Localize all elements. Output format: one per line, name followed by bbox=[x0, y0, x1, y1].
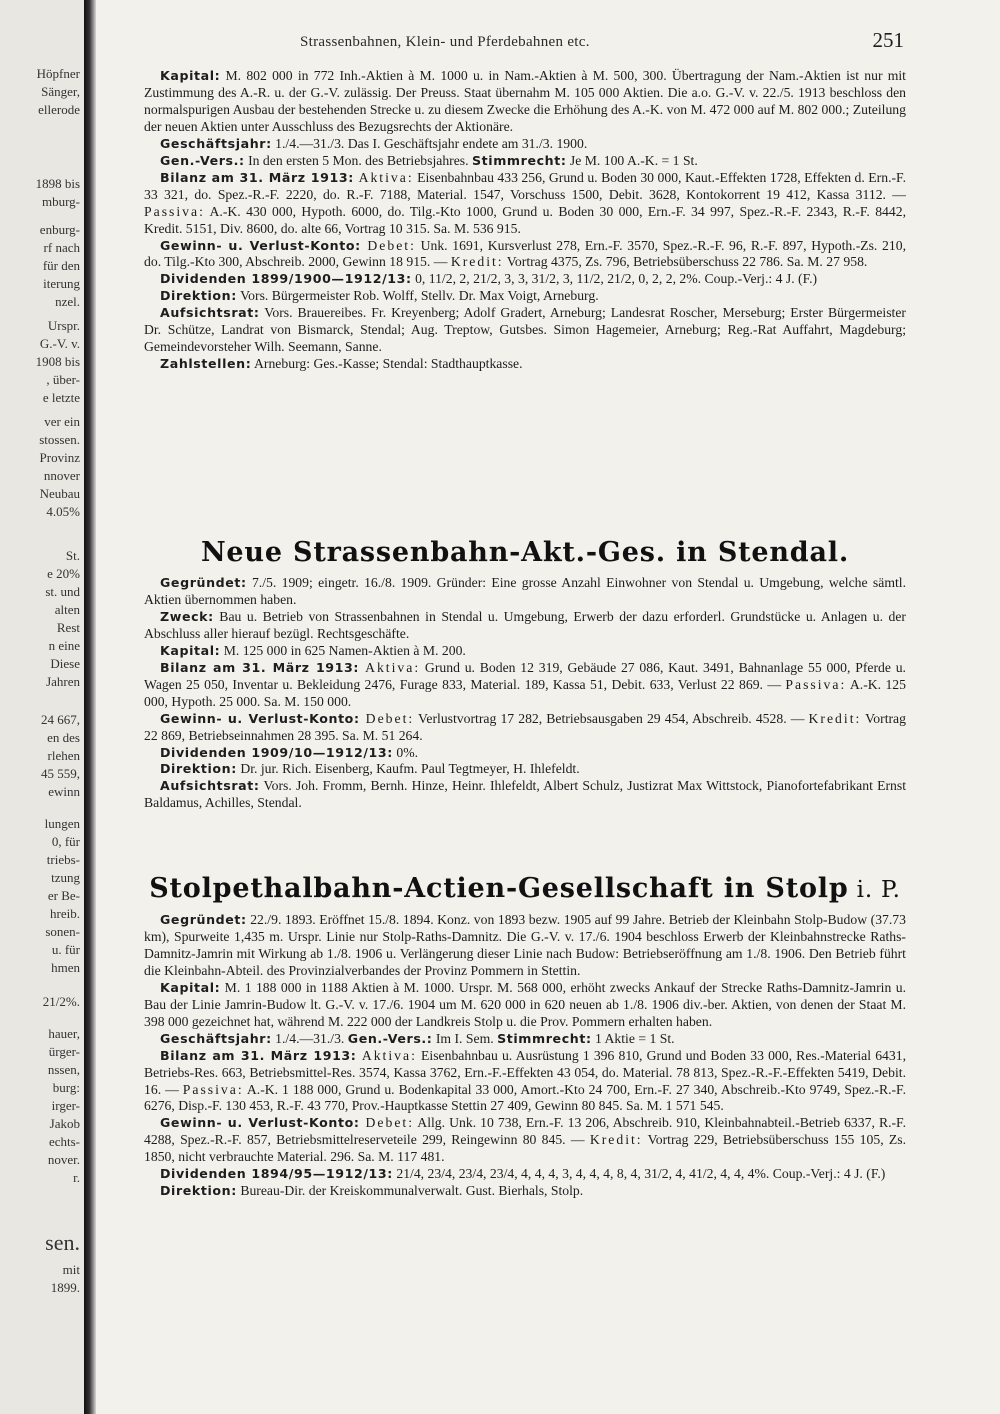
field-text: Dr. jur. Rich. Eisenberg, Kaufm. Paul Tegtmeyer, H. Ihlefeldt. bbox=[236, 761, 580, 777]
account-side-label: Kredit: bbox=[808, 710, 862, 726]
margin-text-fragment: nssen, bbox=[47, 1062, 80, 1077]
book-gutter bbox=[84, 0, 96, 1414]
field-text: A.-K. 125 000, Hypoth. 25 000. Sa. M. 150 000. bbox=[144, 676, 906, 709]
account-side-label: Passiva: bbox=[785, 676, 847, 692]
field-label: Geschäftsjahr: bbox=[160, 135, 272, 151]
margin-text-fragment: Diese bbox=[50, 656, 80, 671]
account-side-label: Passiva: bbox=[182, 1081, 244, 1097]
entry-paragraph bbox=[144, 271, 906, 288]
field-text: Grund u. Boden 12 319, Gebäude 27 086, Kaut. 3491, Bahnanlage 55 000, Pferde u. Wagen 25 050, Inventar u. Bekleidung 2476, Furage 833, Material. 189, Kassa 51, Debit. 633, Verlust 22 869. — bbox=[144, 659, 906, 692]
margin-text-fragment: burg: bbox=[52, 1080, 80, 1095]
margin-text-fragment: mburg- bbox=[41, 194, 80, 209]
entry-paragraph bbox=[144, 1115, 906, 1166]
account-side-label: Debet: bbox=[359, 710, 415, 726]
margin-text-fragment: irger- bbox=[51, 1098, 80, 1113]
entry-paragraph bbox=[144, 68, 906, 136]
entry-paragraph bbox=[144, 980, 906, 1031]
margin-text-fragment: 1899. bbox=[50, 1280, 80, 1295]
field-label: Bilanz am 31. März 1913: bbox=[160, 1047, 357, 1063]
margin-text-fragment: st. und bbox=[45, 584, 80, 599]
field-text: Vortrag 4375, Zs. 796, Betriebsüberschuss 22 786. Sa. M. 27 958. bbox=[503, 254, 868, 270]
margin-text-fragment: triebs- bbox=[46, 852, 80, 867]
entry-paragraph bbox=[144, 609, 906, 643]
field-label: Bilanz am 31. März 1913: bbox=[160, 169, 354, 185]
margin-text-fragment: ellerode bbox=[38, 102, 80, 117]
entry-paragraph bbox=[144, 1031, 906, 1048]
field-text: Vors. Bürgermeister Rob. Wolff, Stellv. Dr. Max Voigt, Arneburg. bbox=[236, 288, 599, 304]
field-text: Bau u. Betrieb von Strassenbahnen in Stendal u. Umgebung, Erwerb der dazu erforderl. Grundstücke u. Anlagen u. der Abschluss aller hierauf bezügl. Rechtsgeschäfte. bbox=[144, 608, 906, 641]
field-text: 0%. bbox=[392, 744, 419, 760]
field-text: Bureau-Dir. der Kreiskommunalverwalt. Gust. Bierhals, Stolp. bbox=[236, 1183, 584, 1199]
account-side-label: Aktiva: bbox=[353, 169, 414, 185]
field-text: Eisenbahnbau 433 256, Grund u. Boden 30 000, Kaut.-Effekten 1728, Effekten d. Ern.-F. 33 321, do. Spez.-R.-F. 2220, do. R.-F. 7188, Material. 1547, Vorschuss 1500, Debit. 3628, Kontokorrent 19 412, Kassa 3112. — bbox=[144, 169, 906, 202]
field-label: Dividenden 1899/1900—1912/13: bbox=[160, 271, 412, 287]
field-text: In den ersten 5 Mon. des Betriebsjahres. bbox=[244, 152, 472, 168]
entry-paragraph bbox=[144, 1166, 906, 1183]
account-side-label: Debet: bbox=[360, 237, 416, 253]
field-text: 22./9. 1893. Eröffnet 15./8. 1894. Konz. von 1893 bezw. 1905 auf 99 Jahre. Betrieb der Kleinbahn Stolp-Budow (37.73 km), Spurweite 1,435 m. Urspr. Linie nur Stolp-Raths-Damnitz. Die G.-V. v. 17./6. 1904 beschloss Erwerb der Kleinbahnstrecke Raths-Damnitz-Jamrin mit Wirkung ab 1./8. 1906 u. Verlängerung dieser Linie nach Budow: Betriebseröffnung am 1./8. 1906. Den Betrieb führt die Kleinbahn-Abteil. des Provinzialverbandes der Provinz Pommern in Stettin. bbox=[144, 912, 906, 978]
margin-text-fragment: 0, für bbox=[51, 834, 80, 849]
margin-text-fragment: Neubau bbox=[39, 486, 80, 501]
margin-text-fragment: lungen bbox=[44, 816, 80, 831]
margin-text-fragment: für den bbox=[42, 258, 80, 273]
margin-text-fragment: 45 559, bbox=[41, 766, 80, 781]
field-label: Direktion: bbox=[160, 761, 237, 777]
field-text: Verlustvortrag 17 282, Betriebsausgaben 29 454, Abschreib. 4528. — bbox=[414, 710, 809, 726]
entry-paragraph bbox=[144, 170, 906, 238]
margin-text-fragment: enburg- bbox=[39, 222, 80, 237]
margin-text-fragment: rlehen bbox=[47, 748, 80, 763]
margin-text-fragment: u. für bbox=[51, 942, 80, 957]
company-title-stolp-main: Stolpethalbahn-Actien-Gesellschaft in Stolp bbox=[149, 873, 849, 904]
field-text: Allg. Unk. 10 738, Ern.-F. 13 206, Abschreib. 910, Kleinbahnabteil.-Betrieb 6337, R.-F. 4288, Spez.-R.-F. 857, Betriebsmittelreserveteile 299, Reingewinn 80 845. — bbox=[144, 1115, 906, 1148]
margin-text-fragment: St. bbox=[65, 548, 80, 563]
section-arneburg-entry bbox=[144, 68, 906, 373]
margin-text-fragment: nzel. bbox=[55, 294, 80, 309]
margin-text-fragment: Sänger, bbox=[41, 84, 80, 99]
margin-text-fragment: iterung bbox=[43, 276, 80, 291]
entry-paragraph bbox=[144, 1048, 906, 1116]
entry-paragraph bbox=[144, 238, 906, 272]
entry-paragraph bbox=[144, 288, 906, 305]
field-text: 0, 11/2, 2, 21/2, 3, 3, 31/2, 3, 11/2, 21/2, 0, 2, 2, 2%. Coup.-Verj.: 4 J. (F.) bbox=[411, 271, 818, 287]
field-label: Zweck: bbox=[160, 608, 214, 624]
page-number: 251 bbox=[872, 28, 904, 52]
entry-paragraph bbox=[144, 305, 906, 356]
margin-text-fragment: Rest bbox=[56, 620, 80, 635]
field-text: M. 125 000 in 625 Namen-Aktien à M. 200. bbox=[220, 642, 466, 658]
margin-text-fragment: G.-V. v. bbox=[39, 336, 80, 351]
field-label: Gegründet: bbox=[160, 575, 247, 590]
field-text: Vortrag 22 869, Betriebseinnahmen 28 395. Sa. M. 51 264. bbox=[144, 710, 906, 743]
entry-paragraph bbox=[144, 778, 906, 812]
margin-text-fragment: sen. bbox=[45, 1230, 80, 1255]
margin-text-fragment: Jahren bbox=[46, 674, 80, 689]
margin-text-fragment: 1908 bis bbox=[35, 354, 80, 369]
field-text: A.-K. 1 188 000, Grund u. Bodenkapital 33 000, Amort.-Kto 24 700, Ern.-F. 27 340, Abschreib.-Kto 9749, Spez.-R.-F. 6276, Disp.-F. 130 453, R.-F. 43 770, Prov.-Hauptkasse Stettin 27 409, Gewinn 80 845. Sa. M. 1 571 545. bbox=[144, 1081, 906, 1114]
margin-text-fragment: ürger- bbox=[48, 1044, 80, 1059]
account-side-label: Aktiva: bbox=[359, 659, 421, 675]
company-title-stendal: Neue Strassenbahn-Akt.-Ges. in Stendal. bbox=[200, 537, 850, 568]
field-text: 1./4.—31./3. Das I. Geschäftsjahr endete am 31./3. 1900. bbox=[271, 135, 588, 151]
field-label: Kapital: bbox=[160, 68, 221, 83]
margin-text-fragment: rf nach bbox=[43, 240, 80, 255]
company-title-stolp-suffix: i. P. bbox=[848, 877, 901, 903]
account-side-label: Aktiva: bbox=[356, 1047, 417, 1063]
field-label: Aufsichtsrat: bbox=[160, 305, 260, 321]
field-label: Direktion: bbox=[160, 288, 237, 304]
margin-text-fragment: 21/2%. bbox=[42, 994, 80, 1009]
margin-text-fragment: 4.05% bbox=[46, 504, 80, 519]
previous-page-margin bbox=[0, 0, 84, 1414]
field-label: Stimmrecht: bbox=[471, 152, 567, 168]
entry-paragraph bbox=[144, 912, 906, 980]
margin-text-fragment: en des bbox=[47, 730, 80, 745]
field-text: Vors. Brauereibes. Fr. Kreyenberg; Adolf Gradert, Arneburg; Landesrat Roscher, Merseburg; Erster Bürgermeister Dr. Schütze, Landrat von Bismarck, Stendal; Aug. Treptow, Gutsbes. Simon Hagemeier, Arneburg; Reg.-Rat Auffahrt, Magdeburg; Gemeindevorsteher Wilh. Seemann, Sanne. bbox=[144, 305, 906, 355]
margin-text-fragment: mit bbox=[62, 1262, 80, 1277]
account-side-label: Passiva: bbox=[144, 203, 205, 219]
margin-text-fragment: hreib. bbox=[50, 906, 80, 921]
account-side-label: Debet: bbox=[359, 1115, 415, 1131]
margin-text-fragment: 24 667, bbox=[41, 712, 80, 727]
field-label: Gewinn- u. Verlust-Konto: bbox=[160, 237, 361, 253]
field-text: A.-K. 430 000, Hypoth. 6000, do. Tilg.-Kto 1000, Grund u. Boden 30 000, Ern.-F. 34 997, Spez.-R.-F. 2343, R.-F. 8442, Kredit. 5151, Div. 8600, do. alte 66, Vortrag 10 315. Sa. M. 536 915. bbox=[144, 203, 906, 236]
margin-text-fragment: alten bbox=[54, 602, 80, 617]
account-side-label: Kredit: bbox=[450, 254, 504, 270]
entry-paragraph bbox=[144, 1183, 906, 1200]
margin-text-fragment: nover. bbox=[47, 1152, 80, 1167]
margin-text-fragment: Provinz bbox=[39, 450, 80, 465]
entry-paragraph bbox=[144, 643, 906, 660]
margin-text-fragment: ver ein bbox=[44, 414, 80, 429]
book-page bbox=[100, 0, 1000, 1414]
field-text: Je M. 100 A.-K. = 1 St. bbox=[566, 152, 698, 168]
field-label: Gen.-Vers.: bbox=[347, 1030, 433, 1046]
entry-paragraph bbox=[144, 711, 906, 745]
margin-text-fragment: hmen bbox=[51, 960, 80, 975]
field-label: Gegründet: bbox=[160, 912, 247, 927]
field-text: 21/4, 23/4, 23/4, 23/4, 4, 4, 4, 3, 4, 4, 4, 8, 4, 31/2, 4, 41/2, 4, 4, 4%. Coup.-Verj.: 4 J. (F.) bbox=[392, 1166, 886, 1182]
field-text: M. 802 000 in 772 Inh.-Aktien à M. 1000 u. in Nam.-Aktien à M. 500, 300. Übertragung der Nam.-Aktien ist nur mit Zustimmung des A.-R. u. der G.-V. zulässig. Der Preuss. Staat übernahm M. 105 000 Aktien. Die a.o. G.-V. v. 22./5. 1913 beschloss den normalspurigen Ausbau der bestehenden Strecke u. zu diesem Zwecke die Erhöhung des A.-K. von M. 472 000 auf M. 802 000.; Zuteilung der neuen Aktien unter Ausschluss des Bezugsrechts der Aktionäre. bbox=[144, 68, 906, 134]
field-label: Geschäftsjahr: bbox=[160, 1030, 272, 1046]
field-label: Direktion: bbox=[160, 1183, 237, 1199]
field-label: Bilanz am 31. März 1913: bbox=[160, 659, 360, 675]
field-label: Kapital: bbox=[160, 979, 221, 995]
section-stendal-entry bbox=[144, 575, 906, 812]
margin-text-fragment: r. bbox=[73, 1170, 80, 1185]
account-side-label: Kredit: bbox=[589, 1132, 643, 1148]
margin-text-fragment: tzung bbox=[51, 870, 80, 885]
field-text: Arneburg: Ges.-Kasse; Stendal: Stadthauptkasse. bbox=[251, 356, 523, 372]
margin-text-fragment: hauer, bbox=[48, 1026, 80, 1041]
entry-paragraph bbox=[144, 136, 906, 153]
field-text: 7./5. 1909; eingetr. 16./8. 1909. Gründer: Eine grosse Anzahl Einwohner von Stendal u. Umgebung, welche sämtl. Aktien übernommen haben. bbox=[144, 575, 906, 607]
entry-paragraph bbox=[144, 356, 906, 373]
margin-text-fragment: 1898 bis bbox=[35, 176, 80, 191]
margin-text-fragment: sonen- bbox=[45, 924, 80, 939]
margin-text-fragment: er Be- bbox=[47, 888, 80, 903]
field-label: Gewinn- u. Verlust-Konto: bbox=[160, 710, 360, 726]
field-text: 1 Aktie = 1 St. bbox=[591, 1030, 675, 1046]
field-label: Stimmrecht: bbox=[497, 1030, 592, 1046]
field-text: Unk. 1691, Kursverlust 278, Ern.-F. 3570, Spez.-R.-F. 96, R.-F. 897, Hypoth.-Zs. 210, do. Tilg.-Kto 300, Abschreib. 2000, Gewinn 18 915. — bbox=[144, 237, 906, 270]
field-text: Eisenbahnbau u. Ausrüstung 1 396 810, Grund und Boden 33 000, Res.-Material 6431, Betriebs-Res. 663, Betriebsmittel-Res. 3574, Kassa 3762, Ern.-F.-Effekten 43 054, do. Material. 78 813, Spez.-R.-F.-Effekten 5419, Debit. 16. — bbox=[144, 1047, 906, 1097]
field-label: Zahlstellen: bbox=[160, 356, 252, 372]
field-label: Aufsichtsrat: bbox=[160, 778, 260, 794]
margin-text-fragment: echts- bbox=[48, 1134, 80, 1149]
margin-text-fragment: nnover bbox=[43, 468, 80, 483]
margin-text-fragment: e letzte bbox=[42, 390, 80, 405]
field-text: 1./4.—31./3. bbox=[271, 1030, 348, 1046]
margin-text-fragment: ewinn bbox=[48, 784, 80, 799]
company-title-stolp bbox=[144, 873, 906, 904]
field-label: Gen.-Vers.: bbox=[160, 152, 245, 168]
margin-text-fragment: Urspr. bbox=[47, 318, 80, 333]
running-head: Strassenbahnen, Klein- und Pferdebahnen etc. bbox=[300, 34, 590, 50]
margin-text-fragment: Höpfner bbox=[36, 66, 80, 81]
entry-paragraph bbox=[144, 575, 906, 609]
entry-paragraph bbox=[144, 153, 906, 170]
section-stolp-entry bbox=[144, 912, 906, 1200]
margin-text-fragment: e 20% bbox=[47, 566, 80, 581]
margin-text-fragment: , über- bbox=[46, 372, 80, 387]
field-label: Dividenden 1894/95—1912/13: bbox=[160, 1166, 393, 1182]
entry-paragraph bbox=[144, 761, 906, 778]
margin-text-fragment: n eine bbox=[48, 638, 80, 653]
field-text: Vors. Joh. Fromm, Bernh. Hinze, Heinr. Ihlefeldt, Albert Schulz, Justizrat Max Wittstock, Pianofortefabrikant Ernst Baldamus, Achilles, Stendal. bbox=[144, 778, 906, 811]
entry-paragraph bbox=[144, 660, 906, 711]
field-label: Kapital: bbox=[160, 642, 221, 658]
field-text: M. 1 188 000 in 1188 Aktien à M. 1000. Urspr. M. 568 000, erhöht zwecks Ankauf der Strecke Raths-Damnitz-Jamrin u. Bau der Linie Jamrin-Budow lt. G.-V. v. 17./6. 1904 um M. 620 000 in 620 neuen ab 1./8. 1906 div.-ber. Aktien, von denen der Staat M. 398 000 gezeichnet hat, während M. 222 000 der Landkreis Stolp u. die Prov. Pommern erhalten haben. bbox=[144, 979, 906, 1029]
field-label: Dividenden 1909/10—1912/13: bbox=[160, 744, 393, 760]
field-text: Im I. Sem. bbox=[432, 1030, 498, 1046]
margin-text-fragment: stossen. bbox=[39, 432, 80, 447]
margin-text-fragment: Jakob bbox=[49, 1116, 80, 1131]
field-text: Vortrag 229, Betriebsüberschuss 155 105, Zs. 1850, nicht verbrauchte Material. 296. Sa. M. 117 481. bbox=[144, 1132, 906, 1165]
field-label: Gewinn- u. Verlust-Konto: bbox=[160, 1115, 360, 1131]
entry-paragraph bbox=[144, 745, 906, 762]
